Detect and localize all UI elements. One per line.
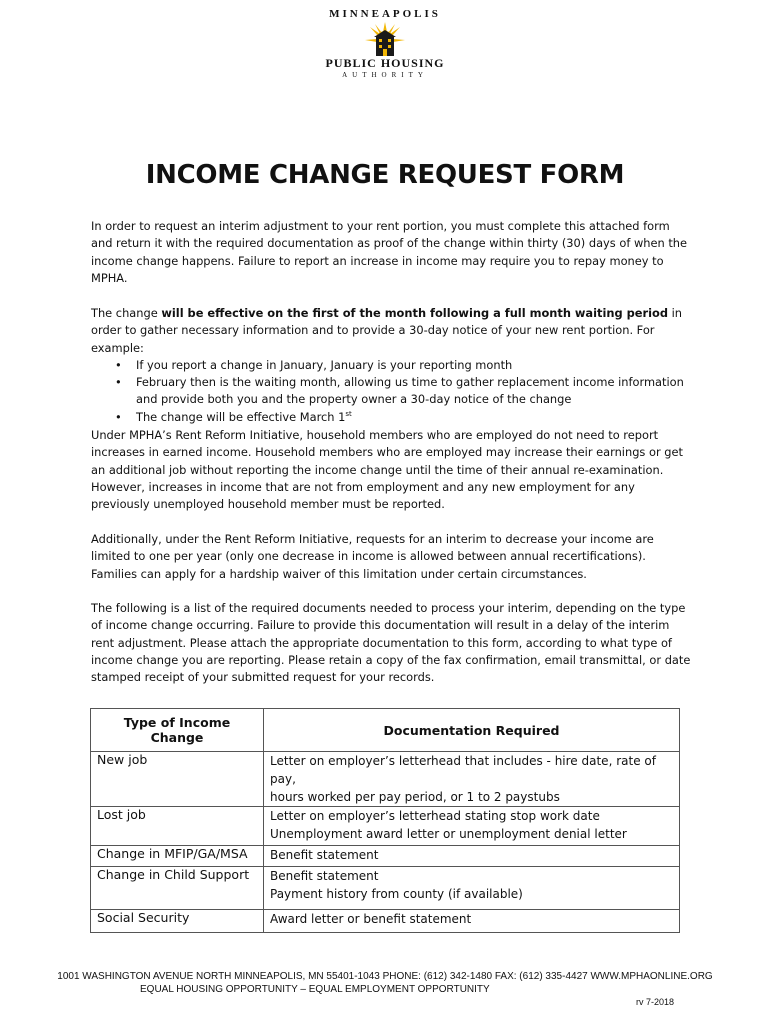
effective-date-section [91, 305, 691, 426]
footer-equal-opportunity: EQUAL HOUSING OPPORTUNITY – EQUAL EMPLOYMENT OPPORTUNITY [140, 984, 490, 995]
effective-prefix: The change [91, 306, 162, 320]
table-header-row [91, 709, 680, 752]
building-sun-logo-icon [365, 22, 405, 56]
documentation-cell [264, 752, 680, 807]
mpha-logo [318, 8, 452, 80]
example-list [91, 357, 691, 426]
income-change-type: Lost job [91, 807, 264, 846]
list-item-text: The change will be effective March 1 [136, 409, 346, 424]
logo-line-authority: AUTHORITY [342, 71, 428, 79]
additionally-paragraph: Additionally, under the Rent Reform Initiative, requests for an interim to decrease your income are limited to one per year (only one decrease in income is allowed between annual recertifications). Families can apply for a hardship waiver of this limitation under certain circumstances. [91, 532, 654, 581]
footer-address: 1001 WASHINGTON AVENUE NORTH MINNEAPOLIS, MN 55401-1043 PHONE: (612) 342-1480 FAX: (612) 335-4427 WWW.MPHAONLINE.ORG [57, 971, 713, 982]
column-header-type: Type of Income Change [91, 709, 264, 752]
documentation-line: hours worked per pay period, or 1 to 2 paystubs [270, 790, 560, 804]
logo-line-minneapolis: MINNEAPOLIS [329, 8, 441, 20]
column-header-documentation: Documentation Required [264, 709, 680, 752]
table-row [91, 807, 680, 846]
documentation-cell [264, 807, 680, 846]
ordinal-suffix: st [345, 409, 352, 418]
table-row [91, 910, 680, 933]
documentation-line: Benefit statement [270, 848, 379, 862]
list-item [136, 409, 691, 426]
revision-label: rv 7-2018 [636, 997, 675, 1007]
documentation-line: Benefit statement [270, 869, 379, 883]
documentation-line: Letter on employer’s letterhead stating stop work date [270, 809, 600, 823]
list-item: • February then is the waiting month, allowing us time to gather replacement income information and provide both you and the property owner a 30-day notice of the change [136, 374, 691, 409]
rent-reform-paragraph: Under MPHA’s Rent Reform Initiative, household members who are employed do not need to report increases in earned income. Household members who are employed may increase their earnings or get an additional job without reporting the income change until the time of their annual re-examination. However, increases in income that are not from employment and any new employment for any previously unemployed household member must be reported. [91, 428, 683, 512]
effective-bold-text: will be effective on the first of the month following a full month waiting period [161, 306, 668, 320]
documentation-line: Payment history from county (if available) [270, 887, 523, 901]
income-change-type: New job [91, 752, 264, 807]
documentation-line: Letter on employer’s letterhead that includes - hire date, rate of pay, [270, 754, 656, 786]
documentation-cell [264, 867, 680, 910]
documentation-line: Award letter or benefit statement [270, 912, 472, 926]
income-change-type: Social Security [91, 910, 264, 933]
documents-intro-paragraph: The following is a list of the required documents needed to process your interim, depending on the type of income change occurring. Failure to provide this documentation will result in a delay of the interim rent adjustment. Please attach the appropriate documentation to this form, according to what type of income change you are reporting. Please retain a copy of the fax confirmation, email transmittal, or date stamped receipt of your submitted request for your records. [91, 601, 691, 685]
documentation-cell [264, 846, 680, 867]
table-row [91, 846, 680, 867]
effective-suffix: in order to gather necessary information and to provide a 30-day notice of your new rent portion. For example: [91, 306, 682, 355]
logo-line-public-housing: PUBLIC HOUSING [325, 56, 445, 70]
table-row [91, 867, 680, 910]
table-row [91, 752, 680, 807]
income-change-type: Change in MFIP/GA/MSA [91, 846, 264, 867]
income-change-type: Change in Child Support [91, 867, 264, 910]
list-item: • If you report a change in January, January is your reporting month [136, 357, 691, 374]
documentation-line: Unemployment award letter or unemployment denial letter [270, 827, 627, 841]
page-title: INCOME CHANGE REQUEST FORM [145, 160, 625, 190]
intro-paragraph: In order to request an interim adjustment to your rent portion, you must complete this attached form and return it with the required documentation as proof of the change within thirty (30) days of when the income change happens. Failure to report an increase in income may require you to repay money to MPHA. [91, 219, 688, 285]
required-documents-table [90, 708, 680, 933]
documentation-cell [264, 910, 680, 933]
